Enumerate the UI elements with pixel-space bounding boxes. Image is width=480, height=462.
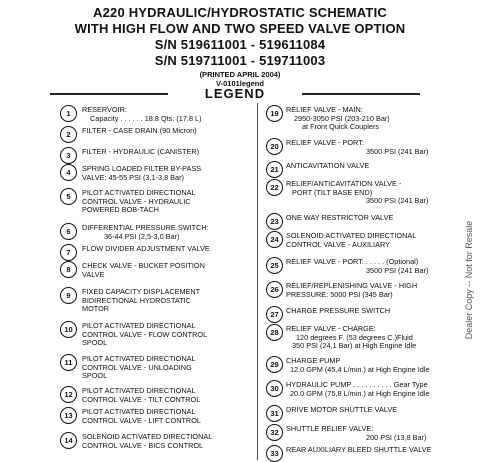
legend-item: [64, 432, 213, 450]
legend-item: [64, 354, 196, 381]
item-number-circle: 19: [266, 105, 283, 122]
item-text-line: Capacity . . . . . . 18.8 Qts. (17.8 L): [90, 113, 202, 123]
legend-item: [270, 138, 429, 156]
item-number-circle: 23: [266, 213, 283, 230]
title-line-2: WITH HIGH FLOW AND TWO SPEED VALVE OPTION: [74, 21, 406, 36]
item-number-circle: 27: [266, 306, 283, 323]
item-text-line: CHARGE PUMP: [286, 356, 341, 365]
item-text-line: FIXED CAPACITY DISPLACEMENT: [82, 287, 201, 296]
legend-item: [270, 231, 417, 249]
legend-item: [270, 161, 370, 174]
item-number-circle: 28: [266, 324, 283, 341]
item-text-line: DIFFERENTIAL PRESSURE SWITCH:: [82, 223, 209, 232]
legend-item: [270, 445, 432, 458]
item-text-line: SPRING LOADED FILTER BY-PASS: [82, 164, 202, 173]
item-text-line: 36-44 PSI (2,5-3,0 Bar): [104, 231, 180, 241]
item-text-line: RELIEF VALVE - CHARGE:: [286, 324, 376, 333]
item-number-circle: 20: [266, 138, 283, 155]
item-text-line: PILOT ACTIVATED DIRECTIONAL: [82, 386, 196, 395]
item-text-line: PILOT ACTIVATED DIRECTIONAL: [82, 321, 196, 330]
item-number-circle: 8: [60, 261, 77, 278]
item-text-line: CONTROL VALVE - HYDRAULIC: [82, 196, 191, 206]
item-number-circle: 13: [60, 407, 77, 424]
item-number-circle: 29: [266, 356, 283, 373]
item-text-line: CHARGE PRESSURE SWITCH: [286, 306, 391, 315]
item-text-line: CONTROL VALVE - BICS CONTROL: [82, 440, 204, 450]
legend-item: [270, 213, 394, 226]
item-text-line: RESERVOIR:: [82, 105, 127, 114]
item-text-line: 350 PSI (24,1 Bar) at High Engine Idle: [292, 341, 417, 351]
legend-item: [64, 386, 201, 404]
legend-item: [270, 105, 390, 132]
legend-item: [270, 380, 430, 398]
item-text-line: at Front Quick Couplers: [302, 122, 380, 132]
item-number-circle: 12: [60, 386, 77, 403]
item-number-circle: 21: [266, 161, 283, 178]
item-text-line: CONTROL VALVE - AUXILIARY: [286, 239, 390, 249]
printed-date: (PRINTED APRIL 2004): [199, 70, 281, 79]
item-number-circle: 4: [60, 164, 77, 181]
item-number-circle: 2: [60, 126, 77, 143]
item-text-line: RELIEF VALVE - PORT:: [286, 138, 364, 147]
item-text-line: SOLENOID ACTIVATED DIRECTIONAL: [82, 432, 213, 441]
item-text-line: CONTROL VALVE - FLOW CONTROL: [82, 329, 208, 339]
item-text-line: REAR AUXILIARY BLEED SHUTTLE VALVE: [286, 445, 432, 454]
item-text-line: 200 PSI (13,8 Bar): [366, 432, 427, 442]
item-number-circle: 25: [266, 257, 283, 274]
item-text-line: 3500 PSI (241 Bar): [366, 265, 429, 275]
legend-item: [270, 179, 429, 206]
item-number-circle: 5: [60, 188, 77, 205]
item-text-line: DRIVE MOTOR SHUTTLE VALVE: [286, 405, 398, 414]
document-code: V-0101legend: [216, 79, 264, 88]
item-number-circle: 14: [60, 432, 77, 449]
legend-item: [66, 244, 210, 257]
legend-item: [270, 424, 427, 442]
item-text-line: HYDRAULIC PUMP . . . . . . . . . . Gear Type: [286, 380, 428, 389]
watermark-side-note: Dealer Copy -- Not for Resale: [464, 220, 474, 340]
item-number-circle: 26: [266, 281, 283, 298]
item-text-line: RELIEF/ANTICAVITATION VALVE -: [286, 179, 402, 188]
legend-rule-right: [302, 93, 420, 95]
legend-item: [66, 105, 202, 123]
item-number-circle: 31: [266, 405, 283, 422]
item-text-line: 3500 PSI (241 Bar): [366, 196, 429, 206]
legend-item: [270, 281, 418, 299]
legend-item: [66, 164, 202, 182]
legend-title: LEGEND: [204, 86, 266, 101]
item-text-line: 120 degrees F. (53 degrees C.)Fluid: [296, 332, 413, 342]
item-number-circle: 3: [60, 147, 77, 164]
item-text-line: 2950-3050 PSI (203-210 Bar): [294, 113, 390, 123]
item-text-line: MOTOR: [82, 304, 110, 314]
item-text-line: CHECK VALVE - BUCKET POSITION: [82, 261, 205, 270]
item-text-line: VALVE: [82, 269, 105, 279]
item-number-circle: 32: [266, 424, 283, 441]
item-text-line: FLOW DIVIDER ADJUSTMENT VALVE: [82, 244, 210, 253]
item-text-line: 20.0 GPM (75,8 L/min.) at High Engine Idle: [290, 388, 430, 398]
item-text-line: CONTROL VALVE - LIFT CONTROL: [82, 415, 201, 425]
legend-item: [66, 126, 197, 139]
item-number-circle: 33: [266, 445, 283, 462]
legend-item: [270, 306, 391, 319]
item-text-line: ONE WAY RESTRICTOR VALVE: [286, 213, 394, 222]
item-text-line: FILTER - CASE DRAIN (90 Micron): [82, 126, 197, 135]
title-line-1: A220 HYDRAULIC/HYDROSTATIC SCHEMATIC: [93, 5, 387, 20]
item-text-line: SHUTTLE RELIEF VALVE:: [286, 424, 374, 433]
item-text-line: SOLENOID ACTIVATED DIRECTIONAL: [286, 231, 417, 240]
item-number-circle: 30: [266, 380, 283, 397]
item-text-line: POWERED BOB-TACH: [82, 205, 159, 215]
legend-item: [270, 356, 430, 374]
item-number-circle: 22: [266, 179, 283, 196]
item-text-line: PILOT ACTIVATED DIRECTIONAL: [82, 188, 196, 197]
legend-item: [64, 321, 208, 348]
legend-item: [66, 261, 205, 279]
column-divider: [257, 103, 258, 460]
item-number-circle: 7: [60, 244, 77, 261]
serial-range-2: S/N 519711001 - 519711003: [154, 53, 326, 68]
item-text-line: CONTROL VALVE - TILT CONTROL: [82, 394, 201, 404]
serial-range-1: S/N 519611001 - 519611084: [154, 37, 326, 52]
item-text-line: FILTER - HYDRAULIC (CANISTER): [82, 147, 200, 156]
item-text-line: PORT (TILT BASE END): [292, 187, 373, 197]
item-number-circle: 1: [60, 105, 77, 122]
item-number-circle: 11: [60, 354, 77, 371]
legend-item: [66, 287, 201, 314]
item-text-line: ANTICAVITATION VALVE: [286, 161, 370, 170]
item-number-circle: 24: [266, 231, 283, 248]
item-number-circle: 10: [60, 321, 77, 338]
item-text-line: PILOT ACTIVATED DIRECTIONAL: [82, 354, 196, 363]
item-text-line: VALVE: 45-55 PSI (3,1-3,8 Bar): [82, 172, 184, 182]
item-number-circle: 9: [60, 287, 77, 304]
legend-item: [270, 324, 417, 351]
item-text-line: SPOOL: [82, 371, 108, 381]
legend-item: [66, 147, 200, 160]
item-text-line: RELIEF VALVE - MAIN:: [286, 105, 363, 114]
legend-item: [66, 223, 209, 241]
legend-item: [270, 257, 429, 275]
item-text-line: CONTROL VALVE - UNLOADING: [82, 362, 192, 372]
item-text-line: SPOOL: [82, 338, 108, 348]
item-text-line: BIDIRECTIONAL HYDROSTATIC: [82, 295, 191, 305]
legend-item: [270, 405, 398, 418]
item-text-line: PILOT ACTIVATED DIRECTIONAL: [82, 407, 196, 416]
item-number-circle: 6: [60, 223, 77, 240]
legend-heading: [50, 86, 420, 102]
item-text-line: RELIEF/REPLENISHING VALVE - HIGH: [286, 281, 418, 290]
item-text-line: 3500 PSI (241 Bar): [366, 146, 429, 156]
item-text-line: 12.0 GPM (45,4 L/min.) at High Engine Idle: [290, 364, 430, 374]
legend-item: [64, 407, 201, 425]
item-text-line: PRESSURE: 5000 PSI (345 Bar): [286, 289, 393, 299]
item-text-line: RELIEF VALVE - PORT: . . . . . (Optional): [286, 257, 419, 266]
legend-item: [66, 188, 196, 215]
